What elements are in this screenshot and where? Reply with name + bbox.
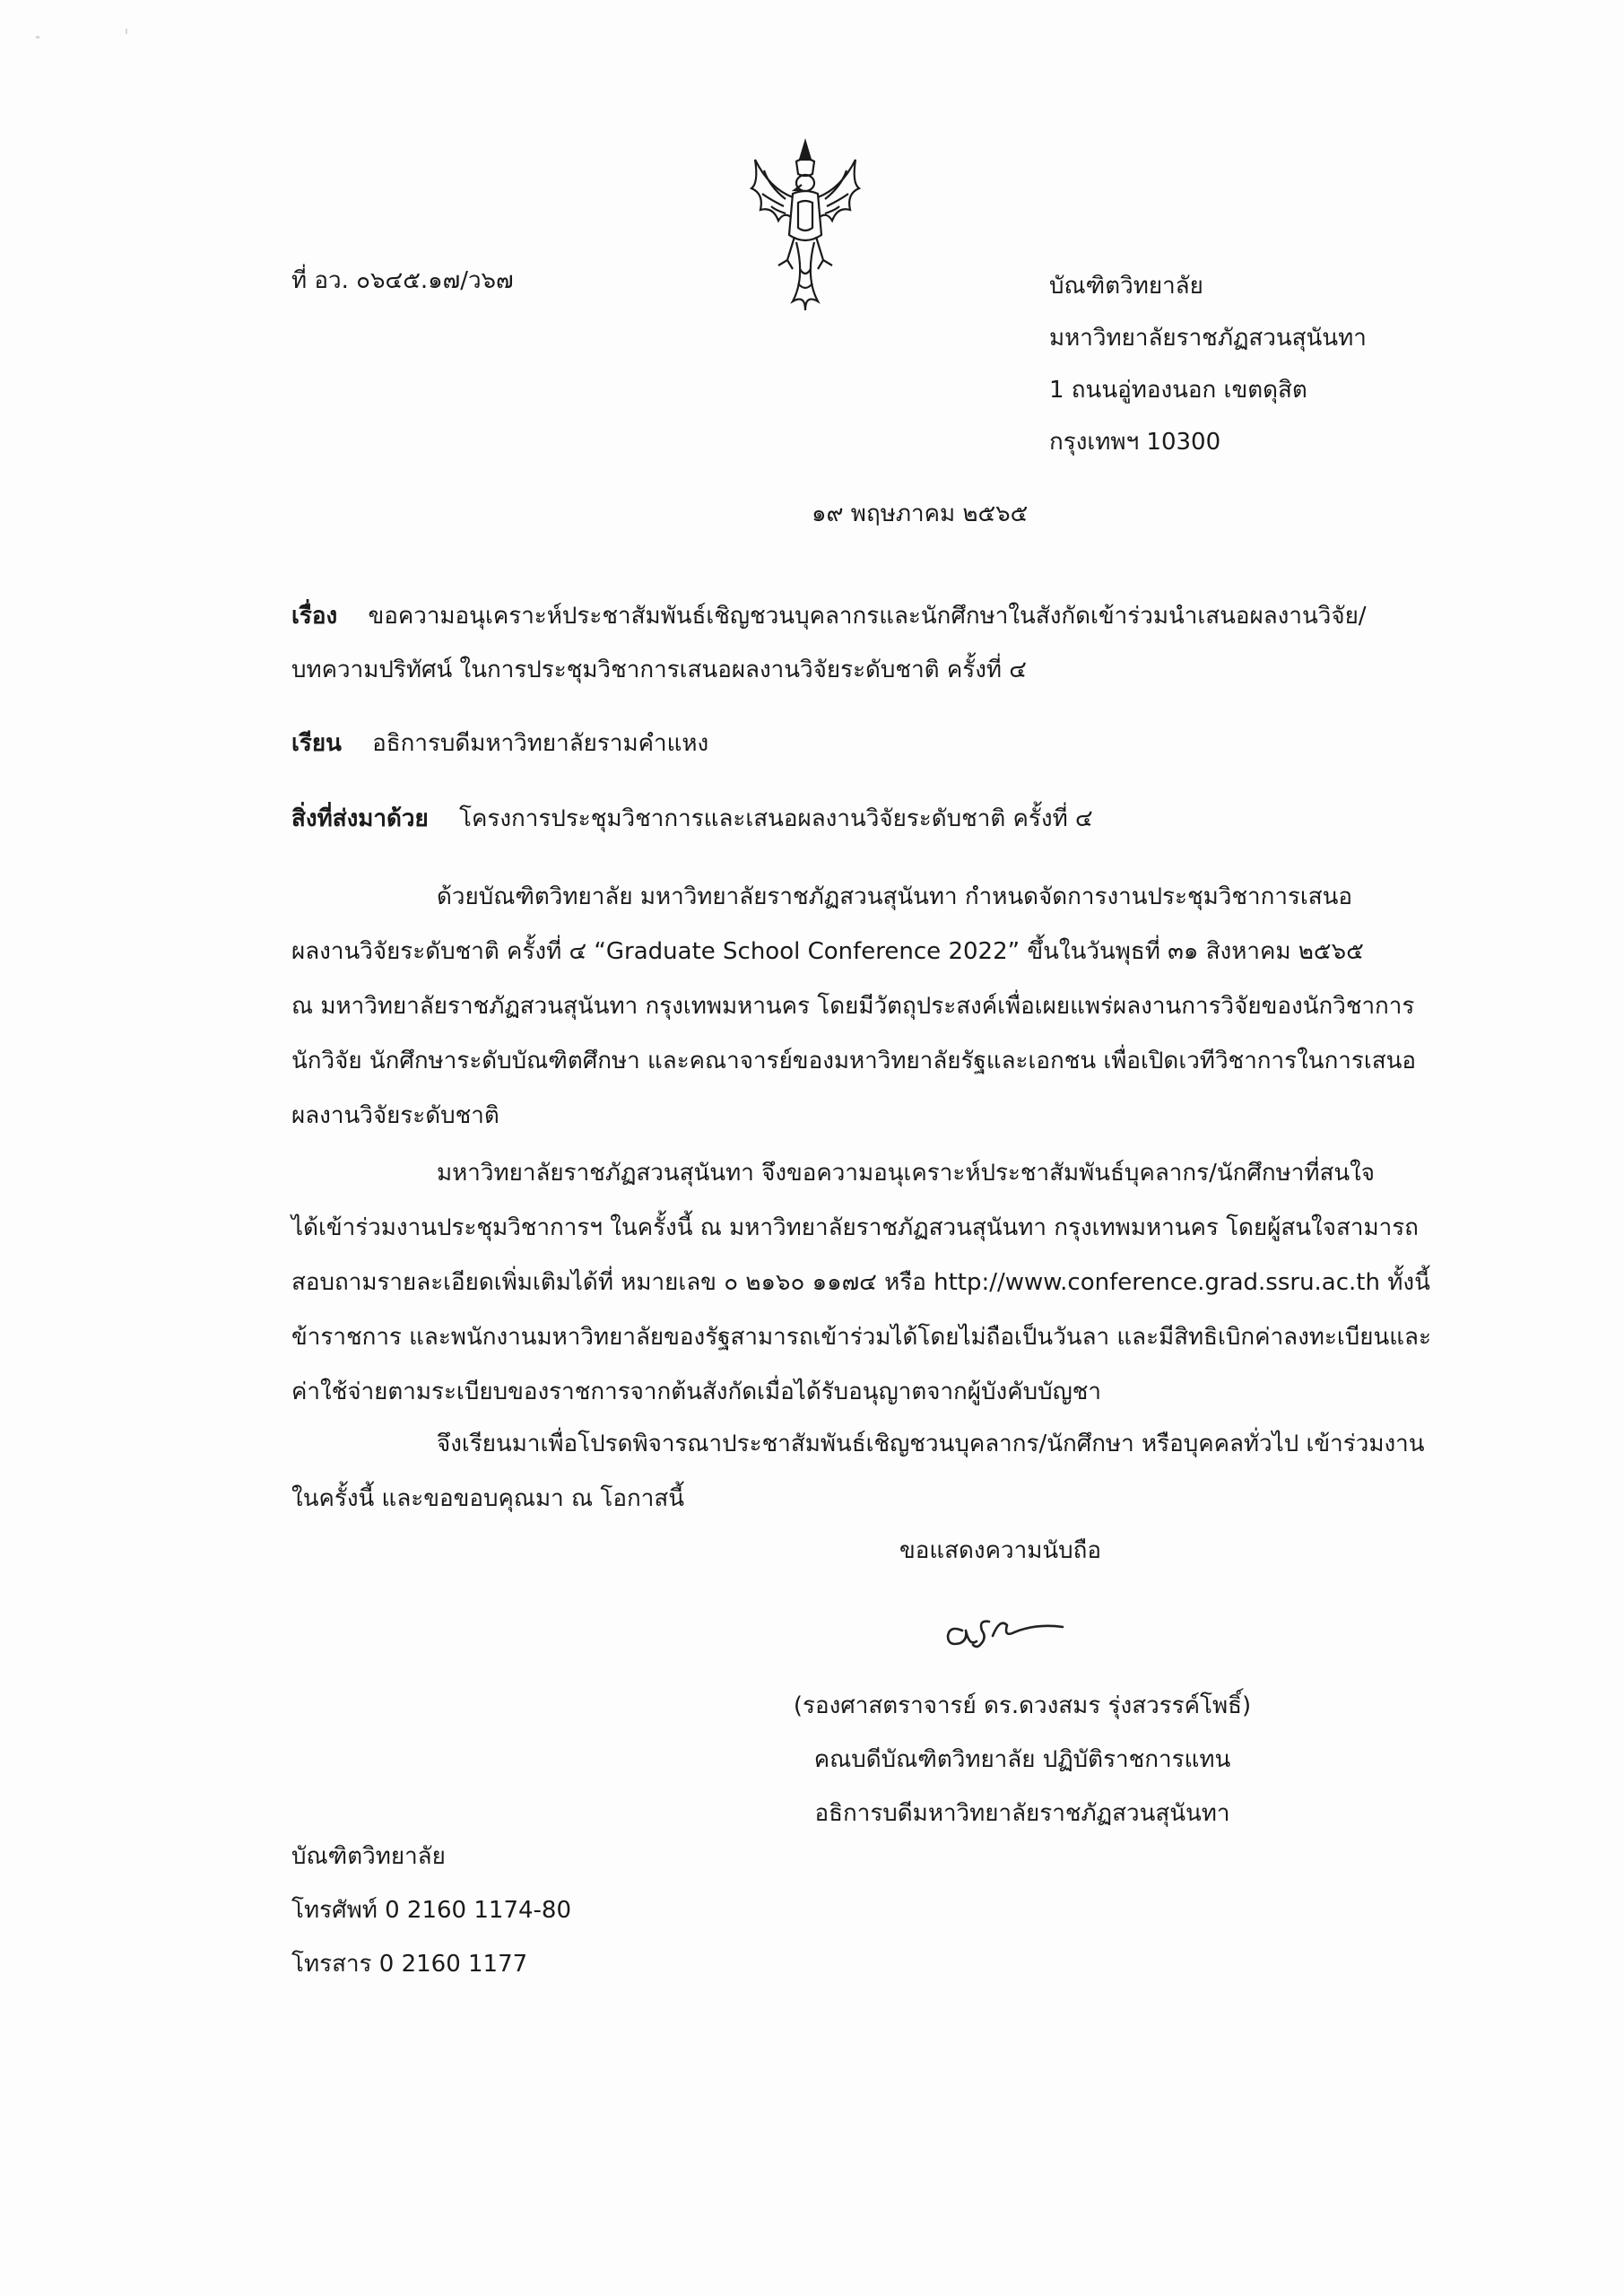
body-paragraph-1	[291, 870, 1417, 1144]
recipient-row	[291, 725, 708, 761]
enclosure-label: สิ่งที่ส่งมาด้วย	[291, 805, 429, 832]
paragraph-line: จึงเรียนมาเพื่อโปรดพิจารณาประชาสัมพันธ์เชิญชวนบุคลากร/นักศึกษา หรือบุคคลทั่วไป เข้าร่วมงาน	[437, 1431, 1425, 1457]
footer-phone: โทรศัพท์ 0 2160 1174-80	[291, 1897, 571, 1924]
subject-label: เรื่อง	[291, 603, 338, 630]
document-reference-number: ที่ อว. ๐๖๔๕.๑๗/ว๖๗	[291, 267, 514, 294]
letter-date: ๑๙ พฤษภาคม ๒๕๖๕	[812, 500, 1029, 527]
footer-department: บัณฑิตวิทยาลัย	[291, 1843, 446, 1870]
subject-text: บทความปริทัศน์ ในการประชุมวิชาการเสนอผลงานวิจัยระดับชาติ ครั้งที่ ๔	[291, 657, 1027, 683]
footer-contact	[291, 1830, 571, 1991]
paragraph-line: ค่าใช้จ่ายตามระเบียบของราชการจากต้นสังกัดเมื่อได้รับอนุญาตจากผู้บังคับบัญชา	[291, 1378, 1102, 1405]
subject-row-continued	[291, 651, 1027, 688]
scan-speck	[126, 29, 127, 34]
paragraph-line: ในครั้งนี้ และขอขอบคุณมา ณ โอกาสนี้	[291, 1485, 684, 1512]
recipient-label: เรียน	[291, 730, 342, 757]
sender-address	[1049, 260, 1367, 468]
paragraph-line: ผลงานวิจัยระดับชาติ ครั้งที่ ๔ “Graduate School Conference 2022” ขึ้นในวันพุธที่ ๓๑ สิงหาคม ๒๕๖๕	[291, 938, 1364, 965]
address-line: 1 ถนนอู่ทองนอก เขตดุสิต	[1049, 377, 1307, 404]
body-paragraph-3	[291, 1417, 1425, 1526]
address-line: บัณฑิตวิทยาลัย	[1049, 273, 1203, 300]
paragraph-line: มหาวิทยาลัยราชภัฏสวนสุนันทา จึงขอความอนุเคราะห์ประชาสัมพันธ์บุคลากร/นักศึกษาที่สนใจ	[437, 1160, 1376, 1187]
signature-icon	[937, 1595, 1072, 1657]
enclosure-text: โครงการประชุมวิชาการและเสนอผลงานวิจัยระดับชาติ ครั้งที่ ๔	[459, 805, 1093, 832]
signer-name: (รองศาสตราจารย์ ดร.ดวงสมร รุ่งสวรรค์โพธิ์)	[793, 1692, 1252, 1719]
paragraph-line: ข้าราชการ และพนักงานมหาวิทยาลัยของรัฐสามารถเข้าร่วมได้โดยไม่ถือเป็นวันลา และมีสิทธิเบิกค่าลงทะเบียนและ	[291, 1324, 1431, 1351]
signer-block	[789, 1679, 1255, 1840]
footer-fax: โทรสาร 0 2160 1177	[291, 1951, 528, 1978]
address-line: กรุงเทพฯ 10300	[1049, 429, 1221, 456]
subject-text: ขอความอนุเคราะห์ประชาสัมพันธ์เชิญชวนบุคลากรและนักศึกษาในสังกัดเข้าร่วมนำเสนอผลงานวิจัย/	[368, 603, 1367, 630]
paragraph-line: ณ มหาวิทยาลัยราชภัฏสวนสุนันทา กรุงเทพมหานคร โดยมีวัตถุประสงค์เพื่อเผยแพร่ผลงานการวิจัยของนักวิชาการ	[291, 993, 1415, 1020]
signer-position: คณบดีบัณฑิตวิทยาลัย ปฏิบัติราชการแทน	[813, 1746, 1231, 1773]
recipient-text: อธิการบดีมหาวิทยาลัยรามคำแหง	[372, 730, 709, 757]
signer-position: อธิการบดีมหาวิทยาลัยราชภัฏสวนสุนันทา	[814, 1800, 1230, 1827]
garuda-emblem-icon	[743, 135, 868, 314]
body-paragraph-2	[291, 1146, 1431, 1420]
paragraph-line: ด้วยบัณฑิตวิทยาลัย มหาวิทยาลัยราชภัฏสวนสุนันทา กำหนดจัดการงานประชุมวิชาการเสนอ	[437, 883, 1353, 910]
paragraph-line: สอบถามรายละเอียดเพิ่มเติมได้ที่ หมายเลข ๐ ๒๑๖๐ ๑๑๗๔ หรือ http://www.conference.grad.ssru.ac.th ทั้งนี้	[291, 1269, 1430, 1296]
subject-row	[291, 597, 1367, 634]
address-line: มหาวิทยาลัยราชภัฏสวนสุนันทา	[1049, 325, 1367, 352]
paragraph-line: ได้เข้าร่วมงานประชุมวิชาการฯ ในครั้งนี้ ณ มหาวิทยาลัยราชภัฏสวนสุนันทา กรุงเทพมหานคร โดยผู้สนใจสามารถ	[291, 1214, 1419, 1241]
enclosure-row	[291, 800, 1093, 837]
paragraph-line: นักวิจัย นักศึกษาระดับบัณฑิตศึกษา และคณาจารย์ของมหาวิทยาลัยรัฐและเอกชน เพื่อเปิดเวทีวิชาการในการเสนอ	[291, 1048, 1417, 1074]
paragraph-line: ผลงานวิจัยระดับชาติ	[291, 1102, 499, 1129]
closing-salutation: ขอแสดงความนับถือ	[899, 1537, 1101, 1564]
scan-speck	[36, 36, 39, 39]
